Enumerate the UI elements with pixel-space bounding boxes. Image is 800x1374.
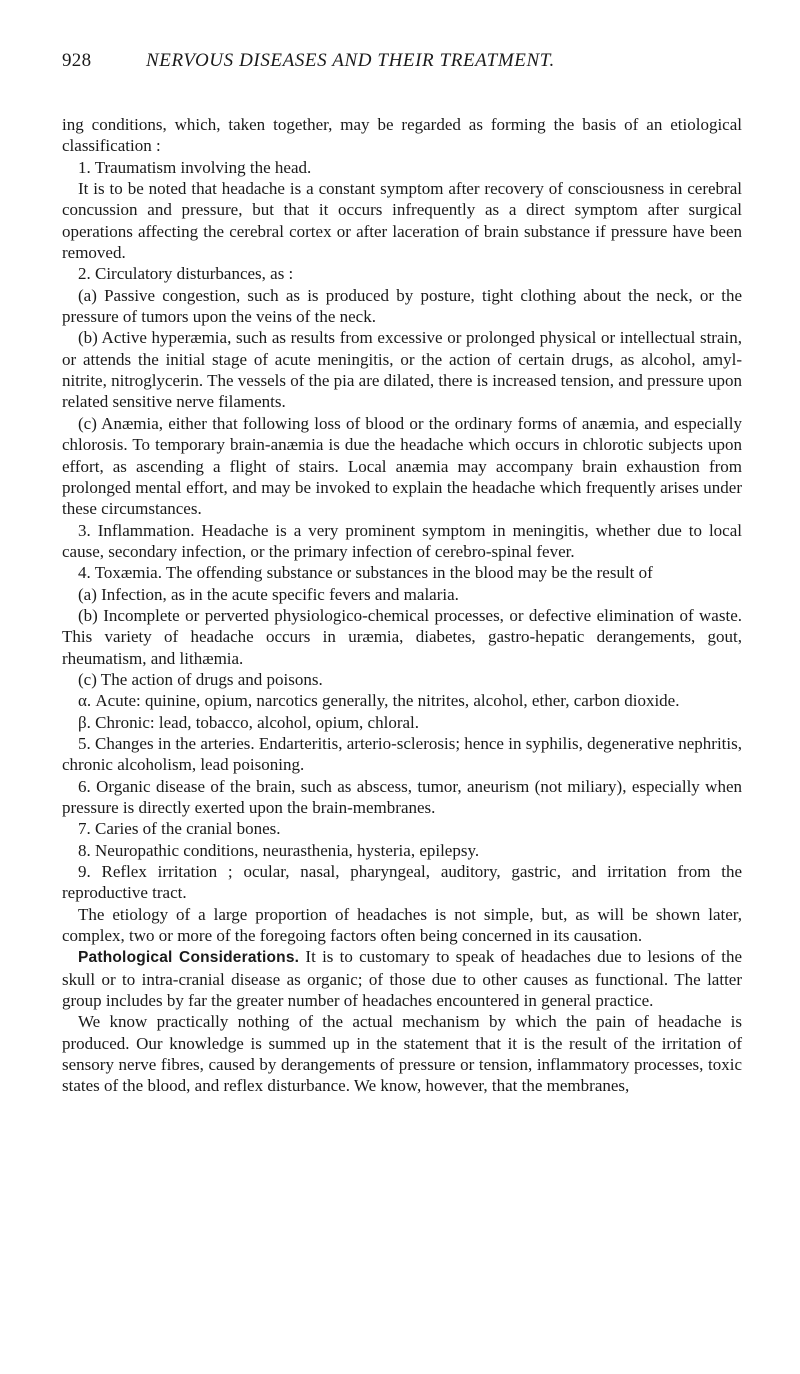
paragraph-etiology: The etiology of a large proportion of headaches is not simple, but, as will be shown later, complex, two or more of the foregoing factors often being concerned in its causation. <box>62 904 742 946</box>
item-toxaemia: 4. Toxæmia. The offending substance or substances in the blood may be the result of <box>78 563 653 583</box>
item-neuropathic: 8. Neuropathic conditions, neurasthenia, hysteria, epilepsy. <box>78 840 480 860</box>
subitem-perverted-processes: (b) Incomplete or perverted physiologico-chemical processes, or defective elimination of waste. This variety of headache occurs in uræmia, diabetes, gastro-hepatic derangements, gout, rheumatism, and lithæmia. <box>62 605 742 668</box>
item-caries: 7. Caries of the cranial bones. <box>78 819 281 839</box>
paragraph-traumatism-note: It is to be noted that headache is a constant symptom after recovery of consciousness in cerebral concussion and pressure, but that it occurs infrequently as a direct symptom after surgical operations affecting the cerebral cortex or after laceration of brain substance if pressure have been removed. <box>62 179 742 263</box>
section-heading: Pathological Considerations. <box>78 949 300 967</box>
paragraph-pathological <box>62 946 742 1011</box>
paragraph-continuation: ing conditions, which, taken together, may be regarded as forming the basis of an etiological classification : <box>62 115 742 156</box>
subitem-acute: α. Acute: quinine, opium, narcotics generally, the nitrites, alcohol, ether, carbon dioxide. <box>78 691 680 711</box>
subitem-infection: (a) Infection, as in the acute specific fevers and malaria. <box>78 584 459 604</box>
running-title: NERVOUS DISEASES AND THEIR TREATMENT. <box>146 50 555 71</box>
running-header <box>62 50 742 80</box>
item-organic-disease: 6. Organic disease of the brain, such as abscess, tumor, aneurism (not miliary), especially when pressure is directly exerted upon the brain-membranes. <box>62 776 742 817</box>
item-reflex-irritation: 9. Reflex irritation ; ocular, nasal, pharyngeal, auditory, gastric, and irritation from the reproductive tract. <box>62 862 742 903</box>
section-text: It is to customary to speak of headaches due to lesions of the skull or to intra-cranial disease as organic; of those due to other causes as functional. The latter group includes by far the greater number of headaches encountered in general practice. <box>62 947 742 1011</box>
subitem-drugs-poisons: (c) The action of drugs and poisons. <box>78 669 323 689</box>
subitem-chronic: β. Chronic: lead, tobacco, alcohol, opium, chloral. <box>78 712 419 732</box>
body-text <box>62 114 742 1097</box>
item-inflammation: 3. Inflammation. Headache is a very prominent symptom in meningitis, whether due to local cause, secondary infection, or the primary infection of cerebro-spinal fever. <box>62 520 742 561</box>
page-number: 928 <box>62 50 92 71</box>
subitem-anaemia: (c) Anæmia, either that following loss of blood or the ordinary forms of anæmia, and especially chlorosis. To temporary brain-anæmia is due the headache which occurs in chlorotic subjects upon effort, as ascending a flight of stairs. Local anæmia may accompany brain exhaustion from prolonged mental effort, and may be invoked to explain the headache which frequently arises under these circumstances. <box>62 413 742 519</box>
subitem-passive-congestion: (a) Passive congestion, such as is produced by posture, tight clothing about the neck, or the pressure of tumors upon the veins of the neck. <box>62 285 742 327</box>
subitem-active-hyperaemia: (b) Active hyperæmia, such as results from excessive or prolonged physical or intellectual strain, or attends the initial stage of acute meningitis, or the action of certain drugs, as alcohol, amyl-nitrite, nitroglycerin. The vessels of the pia are dilated, there is increased tension, and pressure upon related sensitive nerve filaments. <box>62 328 742 412</box>
paragraph-mechanism: We know practically nothing of the actual mechanism by which the pain of headache is produced. Our knowledge is summed up in the statement that it is the result of the irritation of sensory nerve fibres, caused by derangements of pressure or tension, inflammatory processes, toxic states of the blood, and reflex disturbance. We know, however, that the membranes, <box>62 1012 742 1096</box>
item-circulatory: 2. Circulatory disturbances, as : <box>78 264 294 284</box>
item-arteries: 5. Changes in the arteries. Endarteritis, arterio-sclerosis; hence in syphilis, degenerative nephritis, chronic alcoholism, lead poisoning. <box>62 733 742 775</box>
book-page <box>62 50 742 1097</box>
item-traumatism: 1. Traumatism involving the head. <box>78 157 312 177</box>
